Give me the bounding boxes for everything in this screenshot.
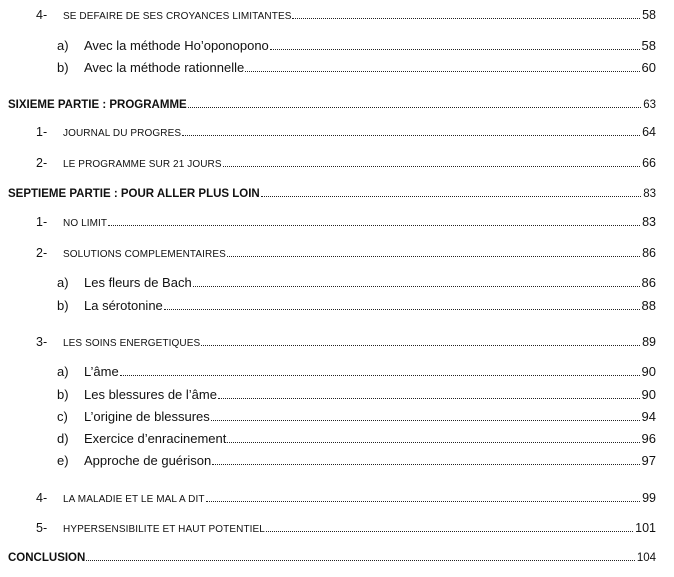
toc-entry-number: a)	[57, 38, 69, 53]
toc-entry-page-number: 86	[641, 275, 656, 290]
toc-entry-title: Exercice d’enracinement	[84, 431, 227, 446]
toc-entry-page-number: 90	[641, 364, 656, 379]
toc-entry[interactable]	[0, 182, 674, 200]
toc-entry-page-number: 86	[642, 246, 656, 260]
toc-entry-title: LE PROGRAMME SUR 21 JOURS	[63, 159, 222, 170]
toc-entry[interactable]	[0, 93, 674, 111]
toc-entry[interactable]	[0, 35, 674, 53]
toc-entry-title: Les blessures de l’âme	[84, 387, 217, 402]
toc-dot-leader	[245, 71, 639, 72]
toc-entry[interactable]	[0, 242, 674, 260]
toc-entry-page-number: 83	[643, 188, 656, 200]
toc-entry-page-number: 101	[635, 521, 656, 535]
toc-dot-leader	[261, 196, 641, 197]
toc-entry[interactable]	[0, 211, 674, 229]
toc-entry-title: SOLUTIONS COMPLEMENTAIRES	[63, 249, 226, 260]
toc-entry-page-number: 104	[636, 552, 656, 564]
toc-dot-leader	[218, 398, 640, 399]
toc-entry-page-number: 90	[641, 387, 656, 402]
toc-entry[interactable]	[0, 272, 674, 290]
toc-entry[interactable]	[0, 57, 674, 75]
toc-entry-number: b)	[57, 298, 69, 313]
toc-entry[interactable]	[0, 450, 674, 468]
toc-entry[interactable]	[0, 4, 674, 22]
toc-entry-number: c)	[57, 409, 68, 424]
toc-dot-leader	[223, 166, 640, 167]
toc-entry-number: e)	[57, 453, 69, 468]
toc-entry[interactable]	[0, 384, 674, 402]
toc-dot-leader	[193, 286, 640, 287]
toc-entry-page-number: 83	[642, 215, 656, 229]
toc-entry-number: 2-	[36, 246, 48, 260]
toc-entry-title: Avec la méthode Ho’oponopono	[84, 38, 269, 53]
toc-dot-leader	[211, 420, 640, 421]
toc-dot-leader	[108, 225, 640, 226]
toc-dot-leader	[292, 18, 640, 19]
toc-entry[interactable]	[0, 406, 674, 424]
toc-entry-page-number: 58	[641, 38, 656, 53]
toc-dot-leader	[182, 135, 640, 136]
toc-entry-title: LA MALADIE ET LE MAL A DIT	[63, 494, 205, 505]
toc-entry-number: 1-	[36, 125, 48, 139]
toc-entry-title: NO LIMIT	[63, 218, 108, 229]
toc-entry[interactable]	[0, 152, 674, 170]
toc-entry-title: SE DEFAIRE DE SES CROYANCES LIMITANTES	[63, 11, 292, 22]
toc-entry-title: Les fleurs de Bach	[84, 275, 192, 290]
toc-entry-page-number: 99	[642, 491, 656, 505]
toc-dot-leader	[164, 309, 640, 310]
toc-entry-number: b)	[57, 387, 69, 402]
toc-entry-title: La sérotonine	[84, 298, 163, 313]
toc-dot-leader	[270, 49, 640, 50]
toc-dot-leader	[188, 107, 642, 108]
toc-entry-page-number: 63	[643, 99, 656, 111]
toc-entry-title: LES SOINS ENERGETIQUES	[63, 338, 201, 349]
toc-entry[interactable]	[0, 295, 674, 313]
toc-entry-page-number: 97	[641, 453, 656, 468]
toc-dot-leader	[227, 256, 640, 257]
toc-entry-page-number: 94	[641, 409, 656, 424]
toc-entry-number: 3-	[36, 335, 48, 349]
toc-dot-leader	[201, 345, 640, 346]
toc-entry-title: L’origine de blessures	[84, 409, 210, 424]
toc-entry-number: 4-	[36, 8, 48, 22]
toc-entry-page-number: 60	[641, 60, 656, 75]
toc-dot-leader	[227, 442, 639, 443]
toc-entry-title: Approche de guérison	[84, 453, 212, 468]
toc-entry-title: L’âme	[84, 364, 119, 379]
toc-entry[interactable]	[0, 546, 674, 564]
toc-entry-number: 1-	[36, 215, 48, 229]
toc-entry-number: a)	[57, 364, 69, 379]
toc-entry[interactable]	[0, 361, 674, 379]
toc-entry-title: CONCLUSION	[8, 552, 86, 564]
toc-entry-number: 5-	[36, 521, 48, 535]
toc-entry-title: JOURNAL DU PROGRES	[63, 128, 182, 139]
toc-entry-number: d)	[57, 431, 69, 446]
toc-dot-leader	[212, 464, 639, 465]
toc-dot-leader	[206, 501, 641, 502]
toc-entry-page-number: 88	[641, 298, 656, 313]
toc-entry-number: 4-	[36, 491, 48, 505]
toc-entry-page-number: 89	[642, 335, 656, 349]
toc-entry-page-number: 96	[641, 431, 656, 446]
toc-entry[interactable]	[0, 487, 674, 505]
toc-entry[interactable]	[0, 428, 674, 446]
toc-entry-title: Avec la méthode rationnelle	[84, 60, 245, 75]
toc-entry-page-number: 58	[642, 8, 656, 22]
toc-dot-leader	[266, 531, 633, 532]
toc-entry[interactable]	[0, 331, 674, 349]
toc-entry-page-number: 66	[642, 156, 656, 170]
toc-entry-number: a)	[57, 275, 69, 290]
toc-entry-title: HYPERSENSIBILITE ET HAUT POTENTIEL	[63, 524, 265, 535]
toc-entry-title: SIXIEME PARTIE : PROGRAMME	[8, 99, 187, 111]
toc-entry[interactable]	[0, 517, 674, 535]
toc-entry-number: b)	[57, 60, 69, 75]
toc-entry[interactable]	[0, 121, 674, 139]
toc-dot-leader	[120, 375, 640, 376]
toc-entry-number: 2-	[36, 156, 48, 170]
toc-entry-page-number: 64	[642, 125, 656, 139]
toc-dot-leader	[86, 560, 635, 561]
toc-entry-title: SEPTIEME PARTIE : POUR ALLER PLUS LOIN	[8, 188, 260, 200]
